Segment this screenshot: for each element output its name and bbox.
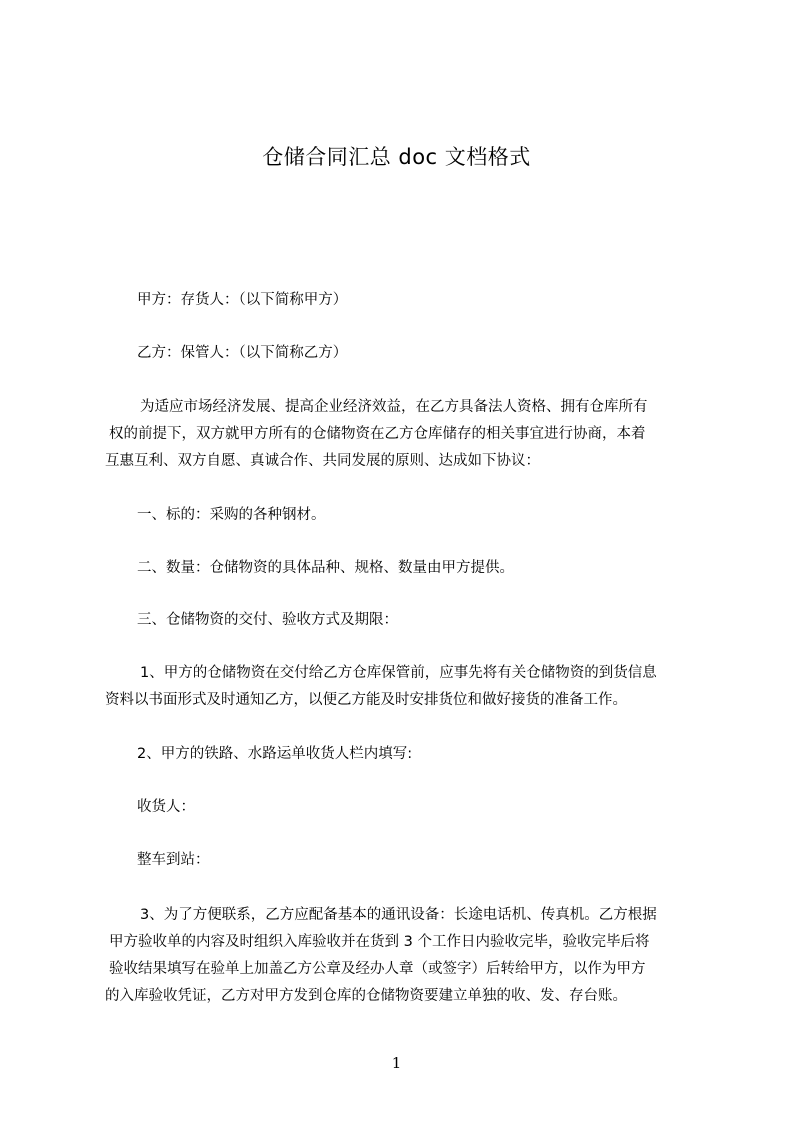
text-line: 整车到站：: [137, 852, 210, 868]
text-line: 乙方：保管人：（以下简称乙方）: [137, 345, 348, 361]
text-line: 二、数量：仓储物资的具体品种、规格、数量由甲方提供。: [137, 560, 514, 576]
clause-delivery-item-3: [105, 902, 715, 1010]
party-a-line: [137, 287, 747, 314]
text-line: 的入库验收凭证，乙方对甲方发到仓库的仓储物资要建立单独的收、发、存台账。: [105, 988, 627, 1004]
consignee-field-label: [137, 794, 747, 821]
document-title: 仓储合同汇总 doc 文档格式: [262, 145, 531, 169]
page-number: 1: [391, 1054, 402, 1072]
station-field-label: [137, 847, 747, 874]
text-line: 2、甲方的铁路、水路运单收货人栏内填写:: [137, 746, 413, 762]
text-line: 三、仓储物资的交付、验收方式及期限：: [137, 612, 398, 628]
text-line: 3、为了方便联系，乙方应配备基本的通讯设备：长途电话机、传真机。乙方根据: [140, 907, 657, 923]
text-line: 互惠互利、双方自愿、真诚合作、共同发展的原则、达成如下协议：: [105, 453, 540, 469]
text-line: 一、标的：采购的各种钢材。: [137, 507, 326, 523]
clause-delivery-item-1: [105, 660, 715, 714]
clause-quantity: [137, 555, 747, 582]
text-line: 收货人：: [137, 799, 195, 815]
clause-delivery-heading: [137, 607, 747, 634]
text-line: 1、甲方的仓储物资在交付给乙方仓库保管前，应事先将有关仓储物资的到货信息: [140, 665, 657, 681]
clause-delivery-item-2: [137, 741, 747, 768]
text-line: 甲方：存货人：（以下简称甲方）: [137, 292, 348, 308]
text-line: 为适应市场经济发展、提高企业经济效益，在乙方具备法人资格、拥有仓库所有: [140, 399, 648, 415]
preamble-paragraph: [105, 394, 715, 475]
text-line: 资料以书面形式及时通知乙方，以便乙方能及时安排货位和做好接货的准备工作。: [105, 692, 627, 708]
text-line: 甲方验收单的内容及时组织入库验收并在货到 3 个工作日内验收完毕，验收完毕后将: [109, 934, 650, 950]
text-line: 权的前提下，双方就甲方所有的仓储物资在乙方仓库储存的相关事宜进行协商，本着: [109, 426, 646, 442]
party-b-line: [137, 340, 747, 367]
clause-subject: [137, 502, 747, 529]
text-line: 验收结果填写在验单上加盖乙方公章及经办人章（或签字）后转给甲方，以作为甲方: [109, 961, 646, 977]
